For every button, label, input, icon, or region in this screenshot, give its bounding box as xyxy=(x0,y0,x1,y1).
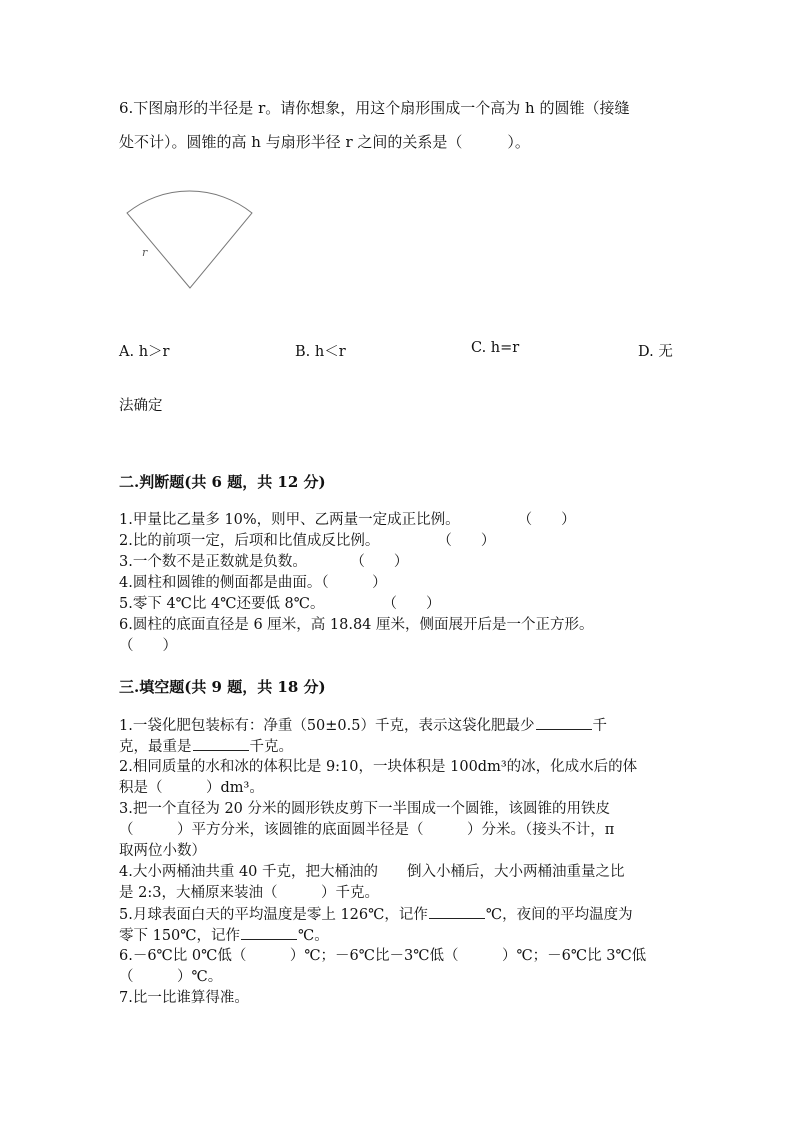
s3-q6-line1: 6.－6℃比 0℃低（ ）℃；－6℃比－3℃低（ ）℃；－6℃比 3℃低 xyxy=(119,948,647,964)
option-d: D. 无 xyxy=(638,344,673,360)
option-b: B. h＜r xyxy=(295,344,346,360)
s3-q5-text-b: ℃，夜间的平均温度为 xyxy=(485,907,633,923)
s2-item-6: 6.圆柱的底面直径是 6 厘米，高 18.84 厘米，侧面展开后是一个正方形。 xyxy=(119,617,594,633)
s3-q1-text-c: 克，最重是 xyxy=(119,739,192,755)
q6-text-line2: 处不计）。圆锥的高 h 与扇形半径 r 之间的关系是（ ）。 xyxy=(119,133,530,151)
sector-figure xyxy=(120,190,260,300)
s3-q1-blank-max xyxy=(193,736,249,751)
s2-item-1: 1.甲量比乙量多 10%，则甲、乙两量一定成正比例。 （ ） xyxy=(119,512,576,528)
s2-item-4: 4.圆柱和圆锥的侧面都是曲面。（ ） xyxy=(119,575,387,591)
s2-item-2: 2.比的前项一定，后项和比值成反比例。 （ ） xyxy=(119,533,496,549)
s3-q4-line1: 4.大小两桶油共重 40 千克，把大桶油的 倒入小桶后，大小两桶油重量之比 xyxy=(119,864,625,880)
s2-item-3: 3.一个数不是正数就是负数。 （ ） xyxy=(119,554,409,570)
s2-item-6-answer: （ ） xyxy=(119,638,177,654)
section2-heading: 二.判断题(共 6 题，共 12 分) xyxy=(119,473,326,491)
s3-q2-line2: 积是（ ）dm³。 xyxy=(119,780,264,796)
s3-q1-text-d: 千克。 xyxy=(249,739,293,755)
s3-q3-line2: （ ）平方分米，该圆锥的底面圆半径是（ ）分米。（接头不计，π xyxy=(119,822,615,838)
q6-text-line1: 6.下图扇形的半径是 r。请你想象，用这个扇形围成一个高为 h 的圆锥（接缝 xyxy=(119,99,630,117)
s3-q1-text-a: 1.一袋化肥包装标有：净重（50±0.5）千克，表示这袋化肥最少 xyxy=(119,718,535,734)
s3-q6-line2: （ ）℃。 xyxy=(119,969,223,985)
option-c: C. h=r xyxy=(471,340,520,356)
s3-q3-line1: 3.把一个直径为 20 分米的圆形铁皮剪下一半围成一个圆锥，该圆锥的用铁皮 xyxy=(119,801,611,817)
sector-radius-label: r xyxy=(142,246,148,259)
option-a: A. h＞r xyxy=(119,344,170,360)
s3-q4-line2: 是 2:3，大桶原来装油（ ）千克。 xyxy=(119,885,379,901)
s3-q1-line2 xyxy=(119,736,293,757)
s3-q3-line3: 取两位小数） xyxy=(119,843,206,859)
s3-q1-text-b: 千 xyxy=(592,718,607,734)
s3-q1-blank-min xyxy=(536,715,592,730)
s3-q5-line1 xyxy=(119,904,633,925)
s3-q5-text-d: ℃。 xyxy=(298,928,329,944)
s2-item-5: 5.零下 4℃比 4℃还要低 8℃。 （ ） xyxy=(119,596,441,612)
option-d-continuation: 法确定 xyxy=(119,398,163,414)
s3-q5-text-c: 零下 150℃，记作 xyxy=(119,928,241,944)
s3-q1-line1 xyxy=(119,715,607,736)
s3-q5-text-a: 5.月球表面白天的平均温度是零上 126℃，记作 xyxy=(119,907,428,923)
s3-q7-line1: 7.比一比谁算得准。 xyxy=(119,990,249,1006)
section3-heading: 三.填空题(共 9 题，共 18 分) xyxy=(119,678,326,696)
s3-q5-line2 xyxy=(119,925,329,946)
s3-q5-blank-night xyxy=(241,925,297,940)
s3-q2-line1: 2.相同质量的水和冰的体积比是 9:10，一块体积是 100dm³的冰，化成水后的体 xyxy=(119,759,638,775)
s3-q5-blank-day xyxy=(429,904,485,919)
